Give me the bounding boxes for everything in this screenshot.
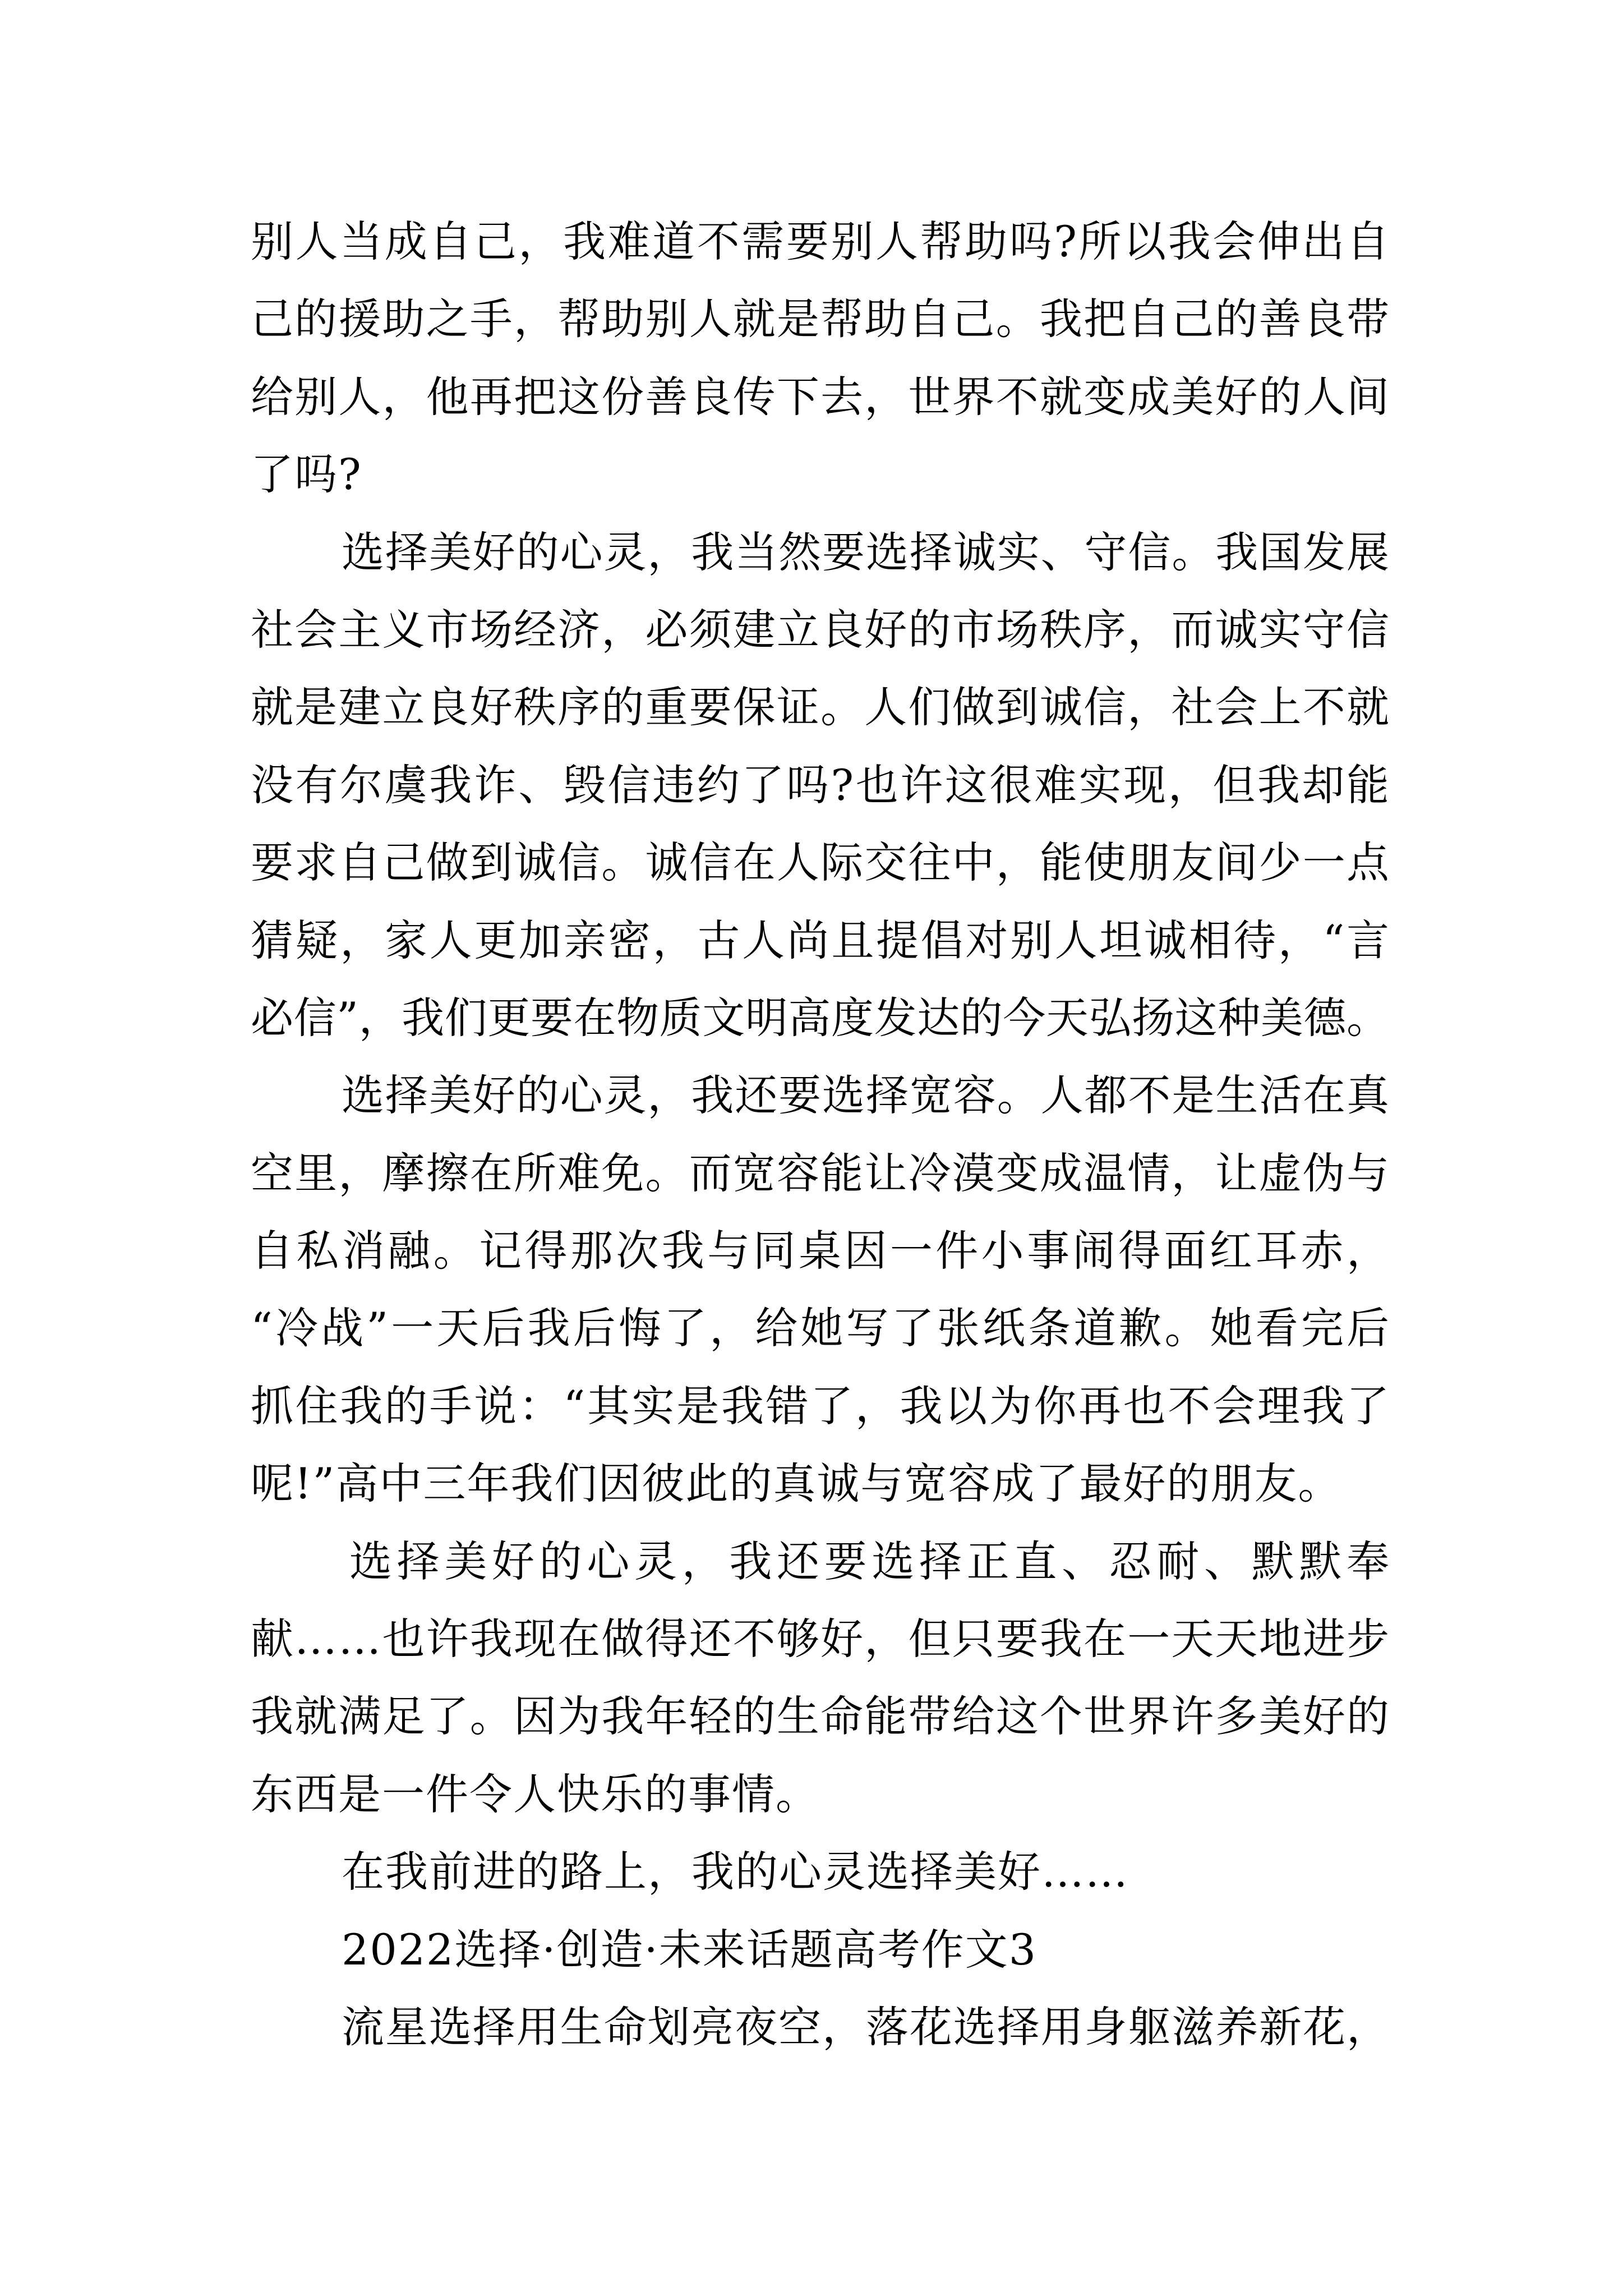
text-line: 空里，摩擦在所难免。而宽容能让冷漠变成温情，让虚伪与: [251, 1148, 1391, 1198]
text-line: 呢!”高中三年我们因彼此的真诚与宽容成了最好的朋友。: [251, 1458, 1342, 1509]
text-line: 选择美好的心灵，我当然要选择诚实、守信。我国发展: [342, 527, 1390, 577]
text-line: 必信”，我们更要在物质文明高度发达的今天弘扬这种美德。: [251, 992, 1390, 1043]
text-line: 抓住我的手说：“其实是我错了，我以为你再也不会理我了: [251, 1381, 1391, 1431]
paragraph: [251, 514, 1389, 1057]
text-line: 选择美好的心灵，我还要选择正直、忍耐、默默奉: [349, 1536, 1394, 1586]
text-line: 选择美好的心灵，我还要选择宽容。人都不是生活在真: [342, 1070, 1390, 1121]
text-line: 就是建立良好秩序的重要保证。人们做到诚信，社会上不就: [251, 682, 1391, 733]
text-line: 东西是一件令人快乐的事情。: [251, 1769, 819, 1819]
paragraph: [251, 203, 1389, 514]
text-line: 了吗?: [251, 449, 362, 500]
text-line: 给别人，他再把这份善良传下去，世界不就变成美好的人间: [251, 371, 1391, 422]
text-line: 猜疑，家人更加亲密，古人尚且提倡对别人坦诚相待，“言: [251, 915, 1391, 965]
text-line: 自私消融。记得那次我与同桌因一件小事闹得面红耳赤，: [251, 1226, 1393, 1276]
document-body: [251, 203, 1394, 2066]
paragraph: [251, 1523, 1394, 1834]
text-line: 我就满足了。因为我年轻的生命能带给这个世界许多美好的: [251, 1691, 1391, 1742]
text-line: 己的援助之手，帮助别人就是帮助自己。我把自己的善良带: [251, 294, 1391, 344]
text-line: 在我前进的路上，我的心灵选择美好……: [342, 1847, 1129, 1897]
text-line: 流星选择用生命划亮夜空，落花选择用身躯滋养新花，: [342, 2001, 1390, 2052]
text-line: 献……也许我现在做得还不够好，但只要我在一天天地进步: [251, 1614, 1391, 1664]
paragraph: [251, 1989, 1389, 2066]
text-line: “冷战”一天后我后悔了，给她写了张纸条道歉。她看完后: [251, 1303, 1393, 1354]
paragraph: [251, 1057, 1393, 1522]
text-line: 要求自己做到诚信。诚信在人际交往中，能使朋友间少一点: [251, 838, 1391, 888]
paragraph: [251, 1833, 1389, 1911]
text-line: 没有尔虞我诈、毁信违约了吗?也许这很难实现，但我却能: [251, 760, 1391, 810]
essay-title: 2022选择·创造·未来话题高考作文3: [342, 1924, 1038, 1975]
text-line: 别人当成自己，我难道不需要别人帮助吗?所以我会伸出自: [251, 217, 1391, 266]
text-line: 社会主义市场经济，必须建立良好的市场秩序，而诚实守信: [251, 604, 1391, 655]
